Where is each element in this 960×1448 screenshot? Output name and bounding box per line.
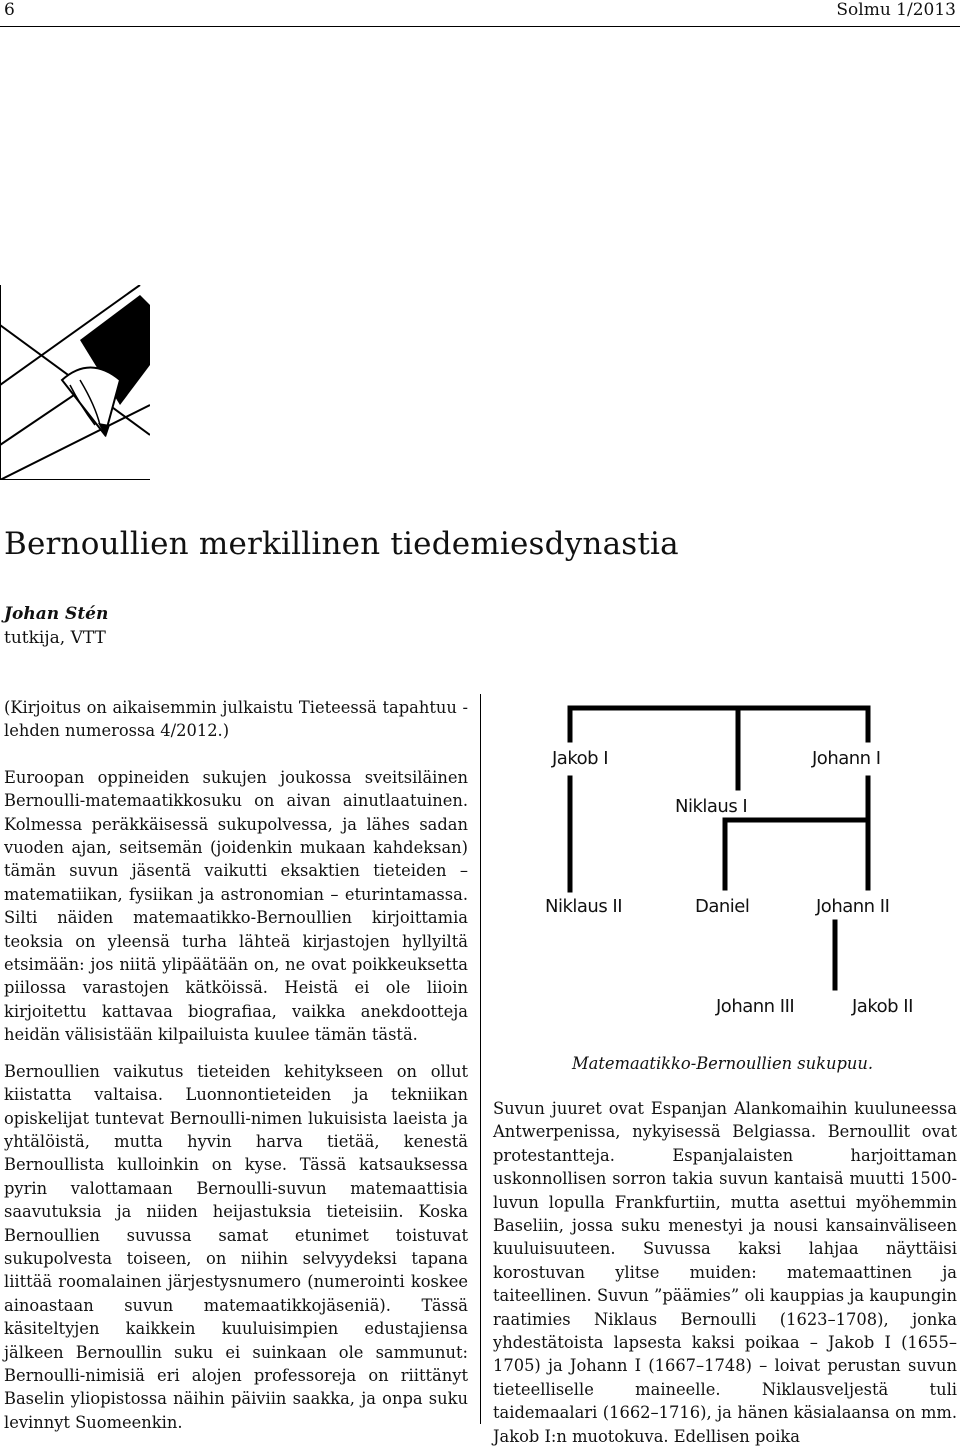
column-divider [480, 694, 481, 1424]
pencil-logo [0, 285, 150, 480]
left-column [4, 696, 468, 1434]
paragraph: Bernoullien vaikutus tieteiden kehitykseen on ollut kiistatta valtaisa. Luonnontieteiden ja tekniikan opiskelijat tuntevat Bernoulli-nimen lukuisista laeista ja yhtälöistä, mutta hyvin harva tietää, kenestä Bernoullista kulloinkin on kyse. Tässä katsauksessa pyrin valottamaan Bernoulli-suvun matemaattisia saavutuksia ja niiden heijastuksia tieteisiin. Koska Bernoullien suvussa samat etunimet toistuvat sukupolvesta toiseen, on niihin selvyydeksi tapana liittää roomalainen järjestysnumero (numerointi koskee ainoastaan suvun matemaatikkojäseniä). Tässä käsiteltyjen kaikkein kuuluisimpien edustajiensa jälkeen Bernoullin suku ei suinkaan ole sammunut: Bernoulli-nimisiä eri alojen professoreja on riittänyt Baselin yliopistossa näihin päiviin saakka, ja onpa suku levinnyt Suomeenkin. [4, 1061, 468, 1432]
tree-node: Johann I [812, 748, 881, 769]
author-name: Johan Stén [4, 604, 109, 624]
intro-note: (Kirjoitus on aikaisemmin julkaistu Tieteessä tapahtuu -lehden numerossa 4/2012.) [4, 698, 468, 741]
article-title: Bernoullien merkillinen tiedemiesdynastia [4, 526, 679, 562]
figure-caption: Matemaatikko-Bernoullien sukupuu. [572, 1054, 874, 1073]
tree-node: Jakob II [852, 996, 913, 1017]
tree-node: Johann III [716, 996, 795, 1017]
page-number: 6 [4, 0, 15, 20]
header-rule [0, 26, 960, 27]
tree-node: Niklaus I [675, 796, 748, 817]
running-header: Solmu 1/2013 [836, 0, 956, 20]
tree-node: Niklaus II [545, 896, 623, 917]
tree-node: Jakob I [552, 748, 609, 769]
paragraph: Euroopan oppineiden sukujen joukossa sveitsiläinen Bernoulli-matemaatikkosuku on aivan ainutlaatuinen. Kolmessa peräkkäisessä sukupolvessa, ja lähes sadan vuoden ajan, seitsemän (joidenkin mukaan kahdeksan) tämän suvun jäsentä vaikutti eksaktien tieteiden – matematiikan, fysiikan ja astronomian – eturintamassa. Silti näiden matemaatikko-Bernoullien kirjoittamia teoksia on yleensä turha lähteä kirjastojen hyllyiltä etsimään: jos niitä ylipäätään on, ne ovat poikkeuksetta piilossa varastojen kätköissä. Heistä ei ole liioin kirjoitettu kattavaa biografiaa, vaikka anekdootteja heidän välisistään kilpailuista kuulee tämän tästä. [4, 767, 468, 1045]
tree-node: Daniel [695, 896, 750, 917]
tree-node: Johann II [816, 896, 890, 917]
family-tree [520, 700, 930, 1030]
paragraph: Suvun juuret ovat Espanjan Alankomaihin kuuluneessa Antwerpenissa, nykyisessä Belgiassa. Bernoullit ovat protestantteja. Espanjalaisten harjoittaman uskonnollisen sorron takia suvun kantaisä muutti 1500-luvun lopulla Frankfurtiin, mutta asettui myöhemmin Baseliin, jossa suku menestyi ja nousi kansainväliseen kuuluisuuteen. Suvussa kaksi lahjaa näyttäisi korostuvan ylitse muiden: matemaattinen ja taiteellinen. Suvun ”päämies” oli kauppias ja kaupungin raatimies Niklaus Bernoulli (1623–1708), jonka yhdestätoista lapsesta kaksi poikaa – Jakob I (1655–1705) ja Johann I (1667–1748) – loivat perustan suvun tieteelliselle maineelle. Niklausveljestä tuli taidemaalari (1662–1716), ja hänen käsialaansa on mm. Jakob I:n muotokuva. Edellisen poika [493, 1099, 957, 1446]
right-column [493, 1097, 957, 1448]
author-affiliation: tutkija, VTT [4, 628, 106, 648]
